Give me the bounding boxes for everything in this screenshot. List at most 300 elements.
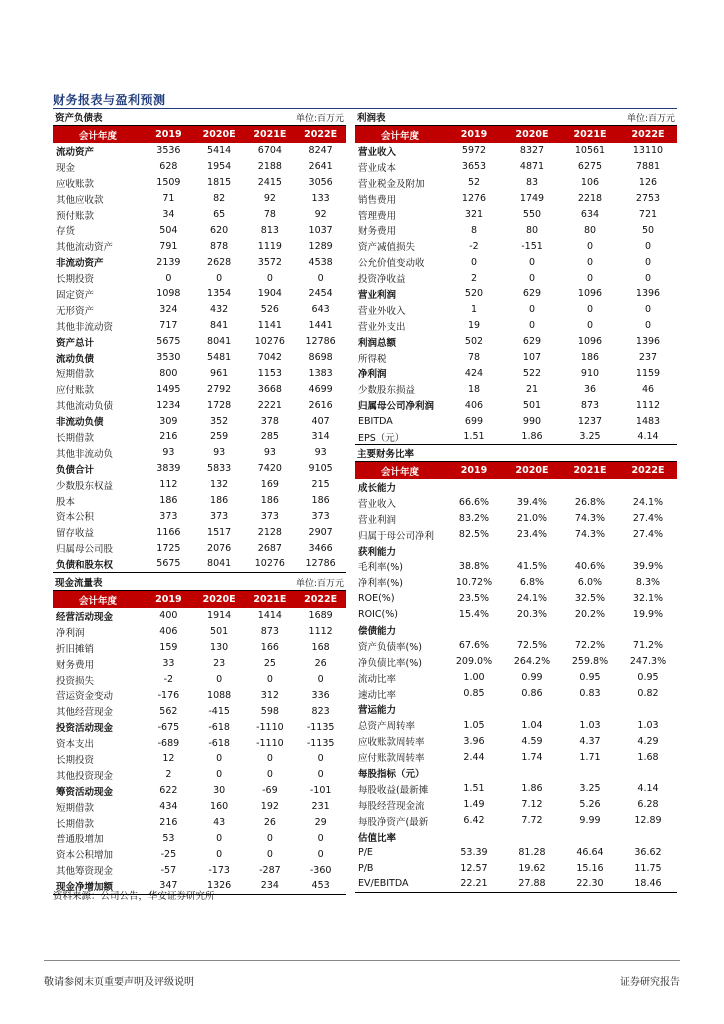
header-year-cell: 2019 bbox=[143, 591, 194, 608]
row-label: 估值比率 bbox=[358, 832, 397, 844]
value-cell: 22.30 bbox=[561, 876, 619, 892]
row-label: 财务费用 bbox=[56, 659, 95, 671]
table-row bbox=[355, 479, 677, 495]
value-cell: 52 bbox=[467, 177, 481, 189]
value-cell bbox=[503, 479, 561, 495]
value-cell: 247.3% bbox=[629, 656, 667, 668]
header-year-cell: 2021E bbox=[245, 591, 296, 608]
table-row bbox=[53, 477, 346, 493]
income-statement-grid bbox=[355, 126, 677, 445]
row-label: 其他筹资现金 bbox=[56, 866, 114, 878]
header-year-cell: 2021E bbox=[561, 126, 619, 143]
value-cell: 373 bbox=[260, 510, 279, 522]
value-cell: 2 bbox=[470, 272, 478, 284]
value-cell: 501 bbox=[210, 626, 229, 638]
value-cell bbox=[561, 479, 619, 495]
value-cell: 93 bbox=[213, 447, 226, 459]
value-cell: 620 bbox=[210, 224, 229, 236]
value-cell: 406 bbox=[464, 399, 484, 411]
value-cell: 1037 bbox=[308, 224, 333, 236]
value-cell: 12786 bbox=[295, 556, 346, 572]
row-label: 营业成本 bbox=[358, 162, 397, 174]
value-cell: 50 bbox=[641, 224, 655, 236]
row-label: 营业收入 bbox=[358, 146, 397, 158]
value-cell: 38.8% bbox=[458, 560, 490, 572]
value-cell: 2.44 bbox=[463, 751, 485, 763]
value-cell: 0 bbox=[528, 320, 536, 332]
table-row bbox=[355, 813, 677, 829]
value-cell: 33 bbox=[162, 658, 175, 670]
table-row bbox=[355, 558, 677, 574]
footer-report-type: 证券研究报告 bbox=[620, 977, 680, 988]
value-cell: 562 bbox=[159, 705, 178, 717]
balance-sheet-unit: 单位:百万元 bbox=[295, 114, 344, 124]
table-row bbox=[53, 524, 346, 540]
header-year-cell: 2019 bbox=[143, 126, 194, 143]
value-cell: 321 bbox=[464, 209, 484, 220]
value-cell: 130 bbox=[210, 642, 229, 654]
row-label: 营业税金及附加 bbox=[358, 178, 425, 190]
row-label: 净利率(%) bbox=[358, 578, 403, 590]
value-cell: -1135 bbox=[306, 721, 335, 733]
value-cell: 3056 bbox=[308, 177, 333, 189]
value-cell: 1396 bbox=[635, 288, 661, 300]
value-cell: 21.0% bbox=[516, 513, 548, 525]
value-cell bbox=[503, 829, 561, 845]
table-row bbox=[355, 574, 677, 590]
value-cell: 71.2% bbox=[632, 640, 664, 652]
value-cell: 18.46 bbox=[619, 876, 677, 892]
value-cell: 1.51 bbox=[445, 429, 503, 445]
header-label-cell: 会计年度 bbox=[355, 126, 445, 143]
value-cell: 501 bbox=[522, 399, 542, 411]
value-cell: 71 bbox=[162, 193, 175, 205]
row-label: P/E bbox=[358, 846, 373, 858]
balance-sheet-table bbox=[53, 112, 346, 573]
value-cell: 10276 bbox=[245, 556, 296, 572]
table-row bbox=[53, 703, 346, 719]
row-label: 少数股东权益 bbox=[56, 480, 114, 492]
row-label: 速动比率 bbox=[358, 689, 397, 701]
value-cell: -415 bbox=[208, 705, 230, 717]
value-cell bbox=[561, 765, 619, 781]
table-row bbox=[53, 846, 346, 862]
value-cell: 13110 bbox=[632, 145, 664, 157]
value-cell: 1153 bbox=[257, 367, 282, 379]
value-cell: 2188 bbox=[257, 161, 282, 173]
header-year-cell: 2022E bbox=[295, 591, 346, 608]
value-cell: 0 bbox=[317, 769, 324, 781]
value-cell: 169 bbox=[260, 479, 279, 491]
value-cell: 1.00 bbox=[463, 672, 485, 684]
row-label: 应付账款周转率 bbox=[358, 753, 425, 765]
value-cell: 3.25 bbox=[561, 429, 619, 445]
row-label: 其他应收款 bbox=[56, 194, 104, 206]
value-cell: 2753 bbox=[635, 193, 661, 205]
value-cell: 0.85 bbox=[463, 688, 485, 700]
table-row bbox=[53, 608, 346, 624]
value-cell: 3653 bbox=[461, 161, 487, 173]
value-cell: 1289 bbox=[308, 240, 333, 252]
table-row bbox=[53, 719, 346, 735]
value-cell: 628 bbox=[159, 161, 178, 173]
value-cell: 0 bbox=[317, 848, 324, 860]
value-cell: 522 bbox=[522, 367, 542, 379]
value-cell: 12786 bbox=[305, 336, 336, 348]
value-cell: 1725 bbox=[156, 542, 181, 554]
value-cell: 3572 bbox=[257, 256, 282, 268]
value-cell: 1517 bbox=[207, 526, 232, 538]
header-year-cell: 2020E bbox=[503, 462, 561, 479]
value-cell: 373 bbox=[210, 510, 229, 522]
value-cell: 19.62 bbox=[518, 862, 546, 874]
row-label: 成长能力 bbox=[358, 482, 397, 494]
row-label: 其他经营现金 bbox=[56, 707, 114, 719]
row-label: 资本支出 bbox=[56, 739, 95, 751]
value-cell: 629 bbox=[522, 288, 542, 300]
value-cell: 132 bbox=[210, 479, 229, 491]
value-cell: 216 bbox=[159, 431, 178, 443]
value-cell: 3.96 bbox=[463, 735, 485, 747]
table-row bbox=[355, 606, 677, 622]
value-cell: -618 bbox=[208, 737, 230, 749]
value-cell: 19 bbox=[467, 320, 481, 332]
value-cell: 0 bbox=[266, 832, 273, 844]
value-cell: 1119 bbox=[257, 240, 282, 252]
value-cell: 699 bbox=[464, 415, 484, 427]
table-row bbox=[355, 495, 677, 511]
value-cell: 15.16 bbox=[576, 862, 604, 874]
header-year-cell: 2019 bbox=[445, 462, 503, 479]
value-cell: 231 bbox=[311, 801, 330, 813]
value-cell: 1904 bbox=[257, 288, 282, 300]
header-year-cell: 2022E bbox=[619, 126, 677, 143]
value-cell: 1.68 bbox=[637, 751, 659, 763]
value-cell: 7.72 bbox=[521, 815, 543, 827]
value-cell: -1110 bbox=[256, 737, 284, 749]
value-cell: 18 bbox=[467, 383, 481, 395]
row-label: 资产总计 bbox=[56, 337, 95, 349]
value-cell: -101 bbox=[309, 785, 332, 797]
value-cell: 92 bbox=[263, 193, 276, 205]
value-cell bbox=[503, 622, 561, 638]
value-cell: 2454 bbox=[308, 288, 333, 300]
value-cell: 0 bbox=[317, 753, 324, 765]
table-row bbox=[355, 365, 677, 381]
value-cell: 0 bbox=[317, 674, 324, 685]
table-row bbox=[355, 590, 677, 606]
value-cell: 643 bbox=[311, 304, 330, 316]
value-cell: 813 bbox=[260, 224, 279, 236]
value-cell: 0 bbox=[216, 674, 223, 685]
value-cell: 0 bbox=[266, 272, 273, 284]
table-row bbox=[355, 543, 677, 559]
value-cell bbox=[445, 543, 503, 559]
value-cell bbox=[619, 622, 677, 638]
value-cell: 634 bbox=[580, 209, 600, 220]
value-cell: 1495 bbox=[156, 383, 181, 395]
value-cell: 24.1% bbox=[516, 592, 548, 604]
value-cell: 106 bbox=[580, 177, 600, 189]
value-cell: -176 bbox=[157, 689, 180, 701]
value-cell: 823 bbox=[311, 705, 330, 717]
value-cell: 27.4% bbox=[632, 513, 664, 525]
row-label: ROE(%) bbox=[358, 592, 395, 604]
value-cell: 2907 bbox=[308, 526, 333, 538]
value-cell: 990 bbox=[522, 415, 542, 427]
table-row bbox=[53, 687, 346, 703]
table-row bbox=[355, 638, 677, 654]
row-label: 固定资产 bbox=[56, 289, 95, 301]
value-cell: 1689 bbox=[308, 610, 333, 622]
value-cell: 29 bbox=[314, 817, 327, 829]
value-cell: 43 bbox=[213, 817, 226, 829]
value-cell: 0 bbox=[586, 272, 594, 284]
value-cell bbox=[503, 765, 561, 781]
value-cell: 39.4% bbox=[516, 497, 548, 509]
table-header-row bbox=[53, 591, 346, 608]
value-cell: 314 bbox=[311, 431, 330, 443]
value-cell: 1.86 bbox=[521, 783, 543, 795]
value-cell: 5.26 bbox=[579, 799, 601, 811]
value-cell: 1096 bbox=[577, 336, 603, 348]
value-cell bbox=[445, 622, 503, 638]
value-cell: 0 bbox=[644, 272, 652, 284]
value-cell bbox=[445, 829, 503, 845]
table-header-row bbox=[53, 126, 346, 143]
value-cell: 1383 bbox=[308, 367, 333, 379]
value-cell bbox=[503, 543, 561, 559]
value-cell: 0 bbox=[216, 272, 223, 284]
value-cell: 0.82 bbox=[637, 688, 659, 700]
header-year-cell: 2022E bbox=[295, 126, 346, 143]
table-row bbox=[355, 527, 677, 543]
value-cell: 1728 bbox=[207, 399, 232, 411]
row-label: 非流动负债 bbox=[56, 417, 104, 429]
value-cell: 159 bbox=[159, 642, 178, 654]
value-cell: 4.14 bbox=[637, 783, 659, 795]
value-cell: 1237 bbox=[577, 415, 603, 427]
row-label: 营业外支出 bbox=[358, 321, 406, 333]
value-cell: 1414 bbox=[257, 610, 282, 622]
value-cell: 791 bbox=[159, 240, 178, 252]
value-cell: 186 bbox=[159, 495, 178, 507]
value-cell: 2076 bbox=[207, 542, 232, 554]
value-cell bbox=[445, 765, 503, 781]
value-cell: 3668 bbox=[257, 383, 282, 395]
value-cell: 80 bbox=[583, 224, 597, 236]
value-cell: 721 bbox=[638, 209, 658, 220]
value-cell: 373 bbox=[311, 510, 330, 522]
value-cell: 5972 bbox=[461, 145, 487, 157]
row-label: 营运能力 bbox=[358, 705, 397, 717]
value-cell: 3.25 bbox=[579, 783, 601, 795]
value-cell: 81.28 bbox=[518, 846, 546, 858]
value-cell: 11.75 bbox=[634, 862, 662, 874]
row-label: 偿债能力 bbox=[358, 625, 397, 637]
table-row bbox=[355, 143, 677, 159]
value-cell: 1276 bbox=[461, 193, 487, 205]
value-cell: 78 bbox=[263, 209, 276, 220]
table-row bbox=[53, 397, 346, 413]
value-cell: 406 bbox=[159, 626, 178, 638]
row-label: 资产减值损失 bbox=[358, 242, 416, 254]
value-cell: 400 bbox=[159, 610, 178, 622]
value-cell: 0 bbox=[644, 240, 652, 252]
table-row bbox=[355, 765, 677, 781]
table-row bbox=[53, 556, 346, 572]
table-row bbox=[53, 735, 346, 751]
value-cell: 32.1% bbox=[632, 592, 664, 604]
row-label: 资本公积增加 bbox=[56, 850, 114, 862]
value-cell: 0.95 bbox=[637, 672, 659, 684]
table-row bbox=[355, 733, 677, 749]
table-row bbox=[53, 191, 346, 207]
value-cell: 1749 bbox=[519, 193, 545, 205]
value-cell: 6.0% bbox=[577, 576, 603, 588]
value-cell: 8041 bbox=[194, 556, 245, 572]
row-label: ROIC(%) bbox=[358, 608, 398, 620]
table-row bbox=[355, 511, 677, 527]
value-cell: 2221 bbox=[257, 399, 282, 411]
value-cell: 36 bbox=[583, 383, 597, 395]
value-cell: 324 bbox=[159, 304, 178, 316]
table-row bbox=[355, 413, 677, 429]
value-cell: 2616 bbox=[308, 399, 333, 411]
value-cell: 0 bbox=[266, 769, 273, 781]
value-cell: 1098 bbox=[156, 288, 181, 300]
row-label: 净负债比率(%) bbox=[358, 657, 422, 669]
value-cell: 0 bbox=[216, 832, 223, 844]
value-cell: 0 bbox=[216, 769, 223, 781]
cash-flow-grid bbox=[53, 591, 346, 895]
value-cell: 8.3% bbox=[635, 576, 661, 588]
table-row bbox=[53, 413, 346, 429]
value-cell: 1.71 bbox=[579, 751, 601, 763]
value-cell: 1166 bbox=[156, 526, 181, 538]
value-cell: 434 bbox=[159, 801, 178, 813]
value-cell: 5833 bbox=[207, 463, 232, 475]
table-row bbox=[355, 159, 677, 175]
value-cell: 26.8% bbox=[574, 497, 606, 509]
table-row bbox=[53, 461, 346, 477]
table-row bbox=[53, 238, 346, 254]
value-cell: 78 bbox=[467, 352, 481, 364]
value-cell: 0 bbox=[317, 272, 324, 284]
value-cell: 21 bbox=[525, 383, 539, 395]
row-label: 管理费用 bbox=[358, 210, 397, 222]
table-row bbox=[53, 159, 346, 175]
value-cell: 9.99 bbox=[579, 815, 601, 827]
value-cell: 0 bbox=[216, 753, 223, 765]
value-cell: 10.72% bbox=[455, 576, 493, 588]
row-label: 非流动资产 bbox=[56, 258, 104, 270]
value-cell: 0 bbox=[266, 674, 273, 685]
value-cell: 7881 bbox=[635, 161, 661, 173]
value-cell: 65 bbox=[213, 209, 226, 220]
value-cell: 352 bbox=[210, 415, 229, 427]
value-cell: 453 bbox=[295, 878, 346, 894]
table-row bbox=[355, 175, 677, 191]
value-cell: 12.89 bbox=[634, 815, 662, 827]
value-cell: 0 bbox=[644, 256, 652, 268]
value-cell: 20.2% bbox=[574, 608, 606, 620]
cash-flow-table bbox=[53, 577, 346, 895]
value-cell: 961 bbox=[210, 367, 229, 379]
source-note: 资料来源：公司公告，华安证券研究所 bbox=[53, 891, 215, 902]
value-cell: 1.86 bbox=[503, 429, 561, 445]
value-cell: 209.0% bbox=[455, 656, 493, 668]
value-cell: 9105 bbox=[308, 463, 333, 475]
balance-sheet-title: 资产负债表 bbox=[55, 113, 103, 124]
table-row bbox=[355, 286, 677, 302]
value-cell: 1.51 bbox=[463, 783, 485, 795]
value-cell: 10561 bbox=[574, 145, 606, 157]
row-label: EV/EBITDA bbox=[355, 876, 445, 892]
value-cell: 186 bbox=[260, 495, 279, 507]
table-row bbox=[53, 175, 346, 191]
value-cell: 373 bbox=[159, 510, 178, 522]
value-cell: 1088 bbox=[207, 689, 232, 701]
value-cell: -173 bbox=[208, 864, 230, 876]
table-row bbox=[53, 862, 346, 878]
value-cell: 23.5% bbox=[458, 592, 490, 604]
value-cell: 7420 bbox=[257, 463, 282, 475]
value-cell: 1112 bbox=[308, 626, 333, 638]
row-label: 投资损失 bbox=[56, 675, 95, 687]
balance-sheet-grid bbox=[53, 126, 346, 573]
value-cell: 1815 bbox=[207, 177, 232, 189]
page-title: 财务报表与盈利预测 bbox=[53, 93, 166, 107]
value-cell: 20.3% bbox=[516, 608, 548, 620]
value-cell: 0 bbox=[317, 832, 324, 844]
value-cell: 841 bbox=[210, 320, 229, 332]
value-cell: 5414 bbox=[207, 145, 232, 157]
row-label: 短期借款 bbox=[56, 802, 95, 814]
value-cell: 873 bbox=[580, 399, 600, 411]
value-cell: 112 bbox=[159, 479, 178, 491]
row-label: 每股收益(最新摊 bbox=[358, 784, 429, 796]
value-cell: 1.03 bbox=[579, 719, 601, 731]
row-label: 归属母公司净利润 bbox=[358, 401, 435, 413]
table-row bbox=[355, 686, 677, 702]
value-cell: 192 bbox=[260, 801, 279, 813]
cash-flow-unit: 单位:百万元 bbox=[295, 579, 344, 589]
value-cell: 8041 bbox=[207, 336, 232, 348]
value-cell: 4538 bbox=[308, 256, 333, 268]
value-cell: 1141 bbox=[257, 320, 282, 332]
row-label: 负债合计 bbox=[56, 464, 95, 476]
table-row bbox=[355, 270, 677, 286]
header-year-cell: 2021E bbox=[245, 126, 296, 143]
table-row bbox=[53, 334, 346, 350]
value-cell: 4699 bbox=[308, 383, 333, 395]
cash-flow-header bbox=[53, 577, 346, 591]
value-cell: 93 bbox=[263, 447, 276, 459]
value-cell: 2628 bbox=[207, 256, 232, 268]
value-cell: 25 bbox=[263, 658, 276, 670]
value-cell: 2792 bbox=[207, 383, 232, 395]
header-year-cell: 2020E bbox=[194, 591, 245, 608]
row-label: 获利能力 bbox=[358, 546, 397, 558]
value-cell: 0.86 bbox=[521, 688, 543, 700]
value-cell: 23.4% bbox=[516, 529, 548, 541]
value-cell: 1.05 bbox=[463, 719, 485, 731]
footer-disclaimer: 敬请参阅末页重要声明及评级说明 bbox=[44, 977, 194, 988]
value-cell: 12.57 bbox=[460, 862, 488, 874]
value-cell: 598 bbox=[260, 705, 279, 717]
value-cell: 6.8% bbox=[519, 576, 545, 588]
